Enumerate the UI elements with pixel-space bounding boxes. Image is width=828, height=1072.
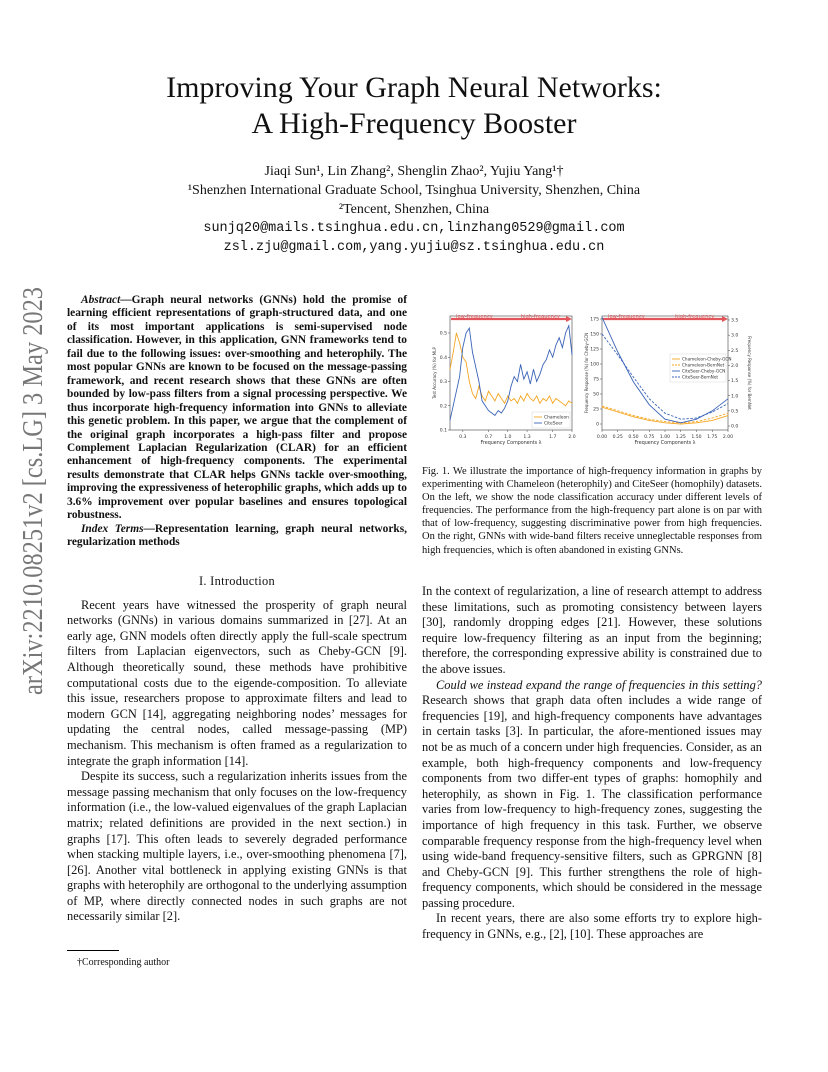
abstract (67, 294, 407, 550)
x-tick-label-1-3: 0.75 (644, 435, 655, 440)
data-point-1-2-0 (602, 317, 603, 318)
data-point-0-0-0 (450, 369, 451, 370)
data-point-0-0-1 (453, 352, 454, 353)
intro-paragraph-2: Despite its success, such a regularization inherits issues from the message passing mechanism that only focuses on the low-frequency information (i.e., the low-valued eigenvalues of the graph Laplacian matrix; related definitions are provided in the next section.) in graphs [17]. This often leads to severely degraded performance when stacking multiple layers, i.e., over-smoothing phenomena [7], [26]. Another vital bottleneck in applying existing GNNs is that graphs with heterophily are orthogonal to the underlying assumption of MP, where directly connected nodes in such graphs are not necessarily similar [2]. (67, 769, 407, 924)
y-tick-label-0-4: 0.5 (439, 331, 447, 337)
data-point-1-0-1 (617, 412, 618, 413)
data-point-0-0-28 (540, 403, 541, 404)
data-point-1-0-2 (633, 416, 634, 417)
data-point-0-1-7 (472, 352, 473, 353)
emails-line-1[interactable]: sunjq20@mails.tsinghua.edu.cn,linzhang0529@gmail.com (203, 221, 625, 236)
data-point-0-1-22 (520, 364, 521, 365)
data-point-0-1-31 (549, 350, 550, 351)
paper-title (0, 70, 828, 142)
intro-paragraph-1: Recent years have witnessed the prosperity of graph neural networks (GNNs) in various domains summarized in [27]. At an early age, GNN models often directly apply the full-scale spectrum filters from Laplacian eigenvectors, such as Cheby-GCN [9]. Although theoretically sound, these methods have prohibitive computational costs due to the eigende-composition. To alleviate this issue, researchers propose to approximate filters and lead to modern GCN [14], aggregating neighboring nodes’ messages for updating the central nodes, called message-passing (MP) mechanism. This mechanism is often framed as a regularization to integrate the graph information [14]. (67, 597, 407, 768)
data-point-1-1-3 (649, 419, 650, 420)
data-point-1-3-6 (696, 418, 697, 419)
data-point-0-0-32 (552, 403, 553, 404)
legend-label-1-2: CiteSeer-Cheby-GCN (682, 368, 726, 374)
y-tick-label-1-4: 100 (590, 362, 599, 368)
arxiv-stamp (8, 226, 49, 695)
data-point-0-1-6 (469, 328, 470, 329)
data-point-0-0-35 (562, 403, 563, 404)
data-point-0-1-18 (507, 401, 508, 402)
data-point-0-1-20 (514, 376, 515, 377)
affiliation-1: ¹Shenzhen International Graduate School, Tsinghua University, Shenzhen, China (187, 183, 641, 198)
data-point-0-0-14 (495, 401, 496, 402)
data-point-0-0-4 (462, 357, 463, 358)
data-point-1-3-5 (680, 419, 681, 420)
data-point-0-0-10 (482, 396, 483, 397)
data-point-0-0-18 (507, 396, 508, 397)
x-tick-label-1-7: 1.75 (707, 435, 718, 440)
data-point-0-1-1 (453, 405, 454, 406)
data-point-0-0-19 (511, 401, 512, 402)
y-tick-label-1-2: 50 (593, 392, 599, 398)
x-tick-label-0-2: 1.0 (504, 435, 512, 440)
intro-paragraph-5: In recent years, there are also some efforts try to explore high-frequency in GNNs, e.g., [2], [10]. These approaches are (422, 911, 762, 942)
abstract-lead: Abstract (81, 294, 121, 306)
figure-1 (422, 308, 762, 458)
data-point-0-1-10 (482, 401, 483, 402)
data-point-0-1-17 (504, 408, 505, 409)
x-tick-label-1-1: 0.25 (612, 435, 623, 440)
data-point-0-0-37 (568, 401, 569, 402)
data-point-1-0-8 (728, 415, 729, 416)
abstract-text: —Graph neural networks (GNNs) hold the promise of learning efficient representations of graph-structured data, and one of its most important applications is semi-supervised node classification. However, in this application, GNN frameworks tend to fail due to the following issues: over-smoothing and heterophily. The most popular GNNs are known to be focused on the message-passing framework, and recent research shows that these GNNs are often bounded by low-pass filters from a signal processing perspective. We thus incorporate high-frequency information into GNNs to alleviate this genetic problem. In this paper, we argue that the complement of the original graph incorporates a high-pass filter and propose Complement Laplacian Regularization (CLAR) for an efficient enhancement of high-frequency components. The experimental results demonstrate that CLAR helps GNNs tackle over-smoothing, improving the expressiveness of heterophilic graphs, which adds up to 3.6% improvement over popular baselines and ensures topological robustness. (67, 294, 407, 522)
data-point-1-2-3 (649, 404, 650, 405)
author-block (0, 162, 828, 257)
data-point-0-0-24 (527, 393, 528, 394)
data-point-0-0-16 (501, 398, 502, 399)
data-point-0-1-34 (559, 337, 560, 338)
data-point-0-1-33 (556, 345, 557, 346)
data-point-1-3-0 (602, 334, 603, 335)
band-arrowhead-0 (566, 316, 572, 322)
y-right-tick-label-1-7: 3.5 (731, 318, 739, 324)
y-right-tick-label-1-0: 0.0 (731, 424, 739, 430)
data-point-0-0-31 (549, 396, 550, 397)
author-names: Jiaqi Sun¹, Lin Zhang², Shenglin Zhao², Yujiu Yang¹† (264, 164, 564, 179)
legend-label-0-0: Chameleon (544, 415, 569, 421)
arxiv-stamp-svg (8, 226, 49, 695)
section-heading: I. Introduction (198, 574, 276, 588)
y-axis-label-0: Test Accuracy (%) for MLP (432, 347, 437, 399)
y-tick-label-1-7: 175 (590, 317, 599, 323)
data-point-0-1-14 (495, 415, 496, 416)
data-point-1-3-2 (633, 377, 634, 378)
y-tick-label-0-3: 0.4 (439, 355, 447, 361)
series-line-1-1 (602, 406, 728, 423)
data-point-0-0-20 (514, 398, 515, 399)
y-tick-label-1-6: 150 (590, 332, 599, 338)
data-point-1-2-1 (617, 352, 618, 353)
figure-caption: Fig. 1. We illustrate the importance of high-frequency information in graphs by experimenting with Chameleon (heterophily) and CiteSeer (homophily) datasets. On the left, we show the node classification accuracy under different levels of frequencies. The performance from the high-frequency part alone is on par with that of low-frequency, suggesting discriminative power from high frequencies. On the right, GNNs with wide-band filters receive unneglectable responses from high frequencies, which is often abandoned in existing GNNs. (422, 466, 762, 556)
data-point-1-3-1 (617, 355, 618, 356)
data-point-0-0-33 (556, 398, 557, 399)
x-tick-label-1-0: 0.00 (596, 435, 608, 440)
data-point-0-0-12 (488, 391, 489, 392)
data-point-0-0-3 (459, 342, 460, 343)
data-point-0-1-25 (530, 384, 531, 385)
data-point-1-2-4 (665, 419, 666, 420)
x-tick-label-0-5: 2.0 (568, 435, 576, 440)
data-point-0-1-4 (462, 347, 463, 348)
y-axis-label-1: Frequency Response (%) for Cheby-GCN (584, 332, 589, 414)
intro-right-column (422, 584, 762, 943)
data-point-0-1-23 (523, 379, 524, 380)
data-point-1-3-4 (665, 413, 666, 414)
data-point-0-1-9 (479, 381, 480, 382)
y-right-axis-label-1: Frequency Response (%) for BernNet (747, 336, 752, 410)
title-line-1: Improving Your Graph Neural Networks: (166, 71, 662, 104)
data-point-0-0-29 (543, 398, 544, 399)
y-tick-label-1-5: 125 (590, 347, 599, 353)
x-tick-label-0-1: 0.7 (484, 435, 493, 440)
data-point-0-1-27 (536, 381, 537, 382)
data-point-0-0-13 (491, 396, 492, 397)
data-point-0-0-38 (572, 403, 573, 404)
band-label-high-1: high-frequency (675, 314, 715, 320)
data-point-0-0-17 (504, 403, 505, 404)
band-label-low-0: low-frequency (456, 314, 493, 320)
y-tick-label-0-0: 0.1 (439, 428, 447, 434)
data-point-0-1-26 (533, 369, 534, 370)
data-point-0-1-3 (459, 376, 460, 377)
footnote-area (67, 950, 170, 968)
y-tick-label-1-0: 0 (596, 422, 599, 428)
band-label-low-1: low-frequency (608, 314, 645, 320)
arxiv-stamp-text: arXiv:2210.08251v2 [cs.LG] 3 May 2023 (18, 226, 49, 695)
intro-question: Could we instead expand the range of frequencies in this setting? (436, 677, 762, 692)
y-right-tick-label-1-1: 0.5 (731, 409, 739, 415)
x-tick-label-1-2: 0.50 (628, 435, 639, 440)
data-point-1-1-6 (696, 421, 697, 422)
data-point-0-0-11 (485, 401, 486, 402)
data-point-0-1-15 (498, 410, 499, 411)
index-terms-lead: Index Terms (81, 522, 144, 535)
data-point-0-0-23 (523, 401, 524, 402)
data-point-1-3-8 (728, 403, 729, 404)
y-right-tick-label-1-4: 2.0 (731, 364, 739, 370)
x-tick-label-0-3: 1.3 (523, 435, 531, 440)
data-point-0-1-30 (546, 359, 547, 360)
intro-left-column (67, 565, 407, 925)
data-point-0-1-0 (450, 420, 451, 421)
data-point-0-1-38 (572, 354, 573, 355)
y-tick-label-1-1: 25 (593, 407, 599, 413)
data-point-0-1-24 (527, 371, 528, 372)
x-tick-label-0-0: 0.3 (459, 435, 467, 440)
y-right-tick-label-1-2: 1.0 (731, 394, 739, 400)
data-point-0-1-2 (456, 391, 457, 392)
x-tick-label-1-8: 2.00 (722, 435, 734, 440)
data-point-0-0-9 (479, 386, 480, 387)
data-point-1-1-4 (665, 421, 666, 422)
data-point-1-3-7 (712, 412, 713, 413)
series-line-0-0 (450, 333, 572, 406)
data-point-1-2-5 (680, 422, 681, 423)
footnote-text: †Corresponding author (77, 957, 170, 968)
data-point-1-1-2 (633, 415, 634, 416)
data-point-0-1-21 (517, 381, 518, 382)
data-point-0-0-6 (469, 381, 470, 382)
y-right-tick-label-1-6: 3.0 (731, 333, 739, 339)
data-point-0-1-36 (565, 333, 566, 334)
data-point-0-0-30 (546, 401, 547, 402)
intro-paragraph-4 (422, 678, 762, 912)
x-tick-label-1-4: 1.00 (659, 435, 671, 440)
data-point-0-1-5 (466, 333, 467, 334)
legend-label-0-1: CiteSeer (544, 421, 563, 427)
band-label-high-0: high-frequency (520, 314, 560, 320)
legend-label-1-3: CiteSeer-BernNet (682, 374, 719, 380)
x-tick-label-0-4: 1.7 (549, 435, 557, 440)
data-point-0-1-35 (562, 347, 563, 348)
data-point-1-0-0 (602, 407, 603, 408)
data-point-0-0-5 (466, 362, 467, 363)
data-point-0-0-36 (565, 405, 566, 406)
data-point-0-0-15 (498, 393, 499, 394)
data-point-0-0-8 (475, 398, 476, 399)
data-point-0-0-26 (533, 401, 534, 402)
data-point-0-0-21 (517, 403, 518, 404)
data-point-1-3-3 (649, 398, 650, 399)
data-point-0-1-37 (568, 325, 569, 326)
data-point-0-0-7 (472, 393, 473, 394)
y-tick-label-0-1: 0.2 (439, 404, 447, 410)
data-point-1-2-7 (712, 410, 713, 411)
affiliation-2: ²Tencent, Shenzhen, China (338, 202, 490, 217)
data-point-1-1-1 (617, 410, 618, 411)
x-tick-label-1-5: 1.25 (675, 435, 686, 440)
y-tick-label-1-3: 75 (593, 377, 599, 383)
data-point-0-1-19 (511, 386, 512, 387)
intro-paragraph-4-text: Research shows that graph data often includes a wide range of frequencies [19], and high-frequency components have advantages in certain tasks [3]. In particular, the afore-mentioned issues may not be as much of a concern under high frequencies. Consider, as an example, both high-frequency components and low-frequency components from two differ-ent types of graphs: homophily and heterophily, as shown in Fig. 1. The classification performance varies from low-frequency to high-frequency zones, suggesting the importance of high frequency in this task. Further, we observe comparable frequency response from the high-frequency level when using wide-band frequency-sensitive filters, such as GPRGNN [8] and Cheby-GCN [9]. This further strengthens the role of high-frequency components, which should be considered in the message passing procedure. (422, 693, 762, 910)
data-point-0-1-29 (543, 364, 544, 365)
footnote-rule (67, 950, 119, 951)
x-tick-label-1-6: 1.50 (691, 435, 702, 440)
data-point-0-1-13 (491, 413, 492, 414)
data-point-0-0-34 (559, 401, 560, 402)
data-point-0-1-28 (540, 374, 541, 375)
data-point-1-1-8 (728, 413, 729, 414)
data-point-0-1-32 (552, 357, 553, 358)
title-line-2: A High-Frequency Booster (251, 107, 577, 140)
legend-label-1-1: Chameleon-BernNet (682, 362, 725, 368)
data-point-1-0-4 (665, 422, 666, 423)
y-right-tick-label-1-5: 2.5 (731, 348, 739, 354)
data-point-0-1-8 (475, 367, 476, 368)
data-point-0-1-12 (488, 410, 489, 411)
data-point-1-2-8 (728, 398, 729, 399)
data-point-1-0-3 (649, 420, 650, 421)
data-point-1-1-7 (712, 418, 713, 419)
data-point-0-0-22 (520, 396, 521, 397)
figure-1-charts (422, 308, 762, 458)
legend-label-1-0: Chameleon-Cheby-GCN (682, 356, 732, 362)
data-point-1-0-6 (696, 422, 697, 423)
y-tick-label-0-2: 0.3 (439, 380, 447, 386)
x-axis-label-1: Frequency Components λ (634, 441, 696, 446)
data-point-1-0-5 (680, 424, 681, 425)
index-terms-text: —Representation learning, graph neural networks, regularization methods (67, 522, 407, 549)
x-axis-label-0: Frequency Components λ (480, 441, 542, 446)
data-point-0-0-25 (530, 398, 531, 399)
data-point-0-0-2 (456, 333, 457, 334)
band-arrowhead-1 (722, 316, 728, 322)
data-point-0-1-16 (501, 413, 502, 414)
y-right-tick-label-1-3: 1.5 (731, 379, 739, 385)
data-point-0-0-27 (536, 396, 537, 397)
data-point-1-2-2 (633, 382, 634, 383)
data-point-1-1-0 (602, 406, 603, 407)
data-point-1-0-7 (712, 420, 713, 421)
data-point-1-2-6 (696, 419, 697, 420)
intro-paragraph-3: In the context of regularization, a line of research attempt to address these limitations, such as promoting consistency between layers [30], randomly dropping edges [21]. However, these solutions require low-frequency filtering as an input from the beginning; therefore, the corresponding expressive ability is constrained due to the above issues. (422, 584, 762, 676)
emails-line-2[interactable]: zsl.zju@gmail.com,yang.yujiu@sz.tsinghua.edu.cn (223, 240, 605, 255)
data-point-0-1-11 (485, 405, 486, 406)
